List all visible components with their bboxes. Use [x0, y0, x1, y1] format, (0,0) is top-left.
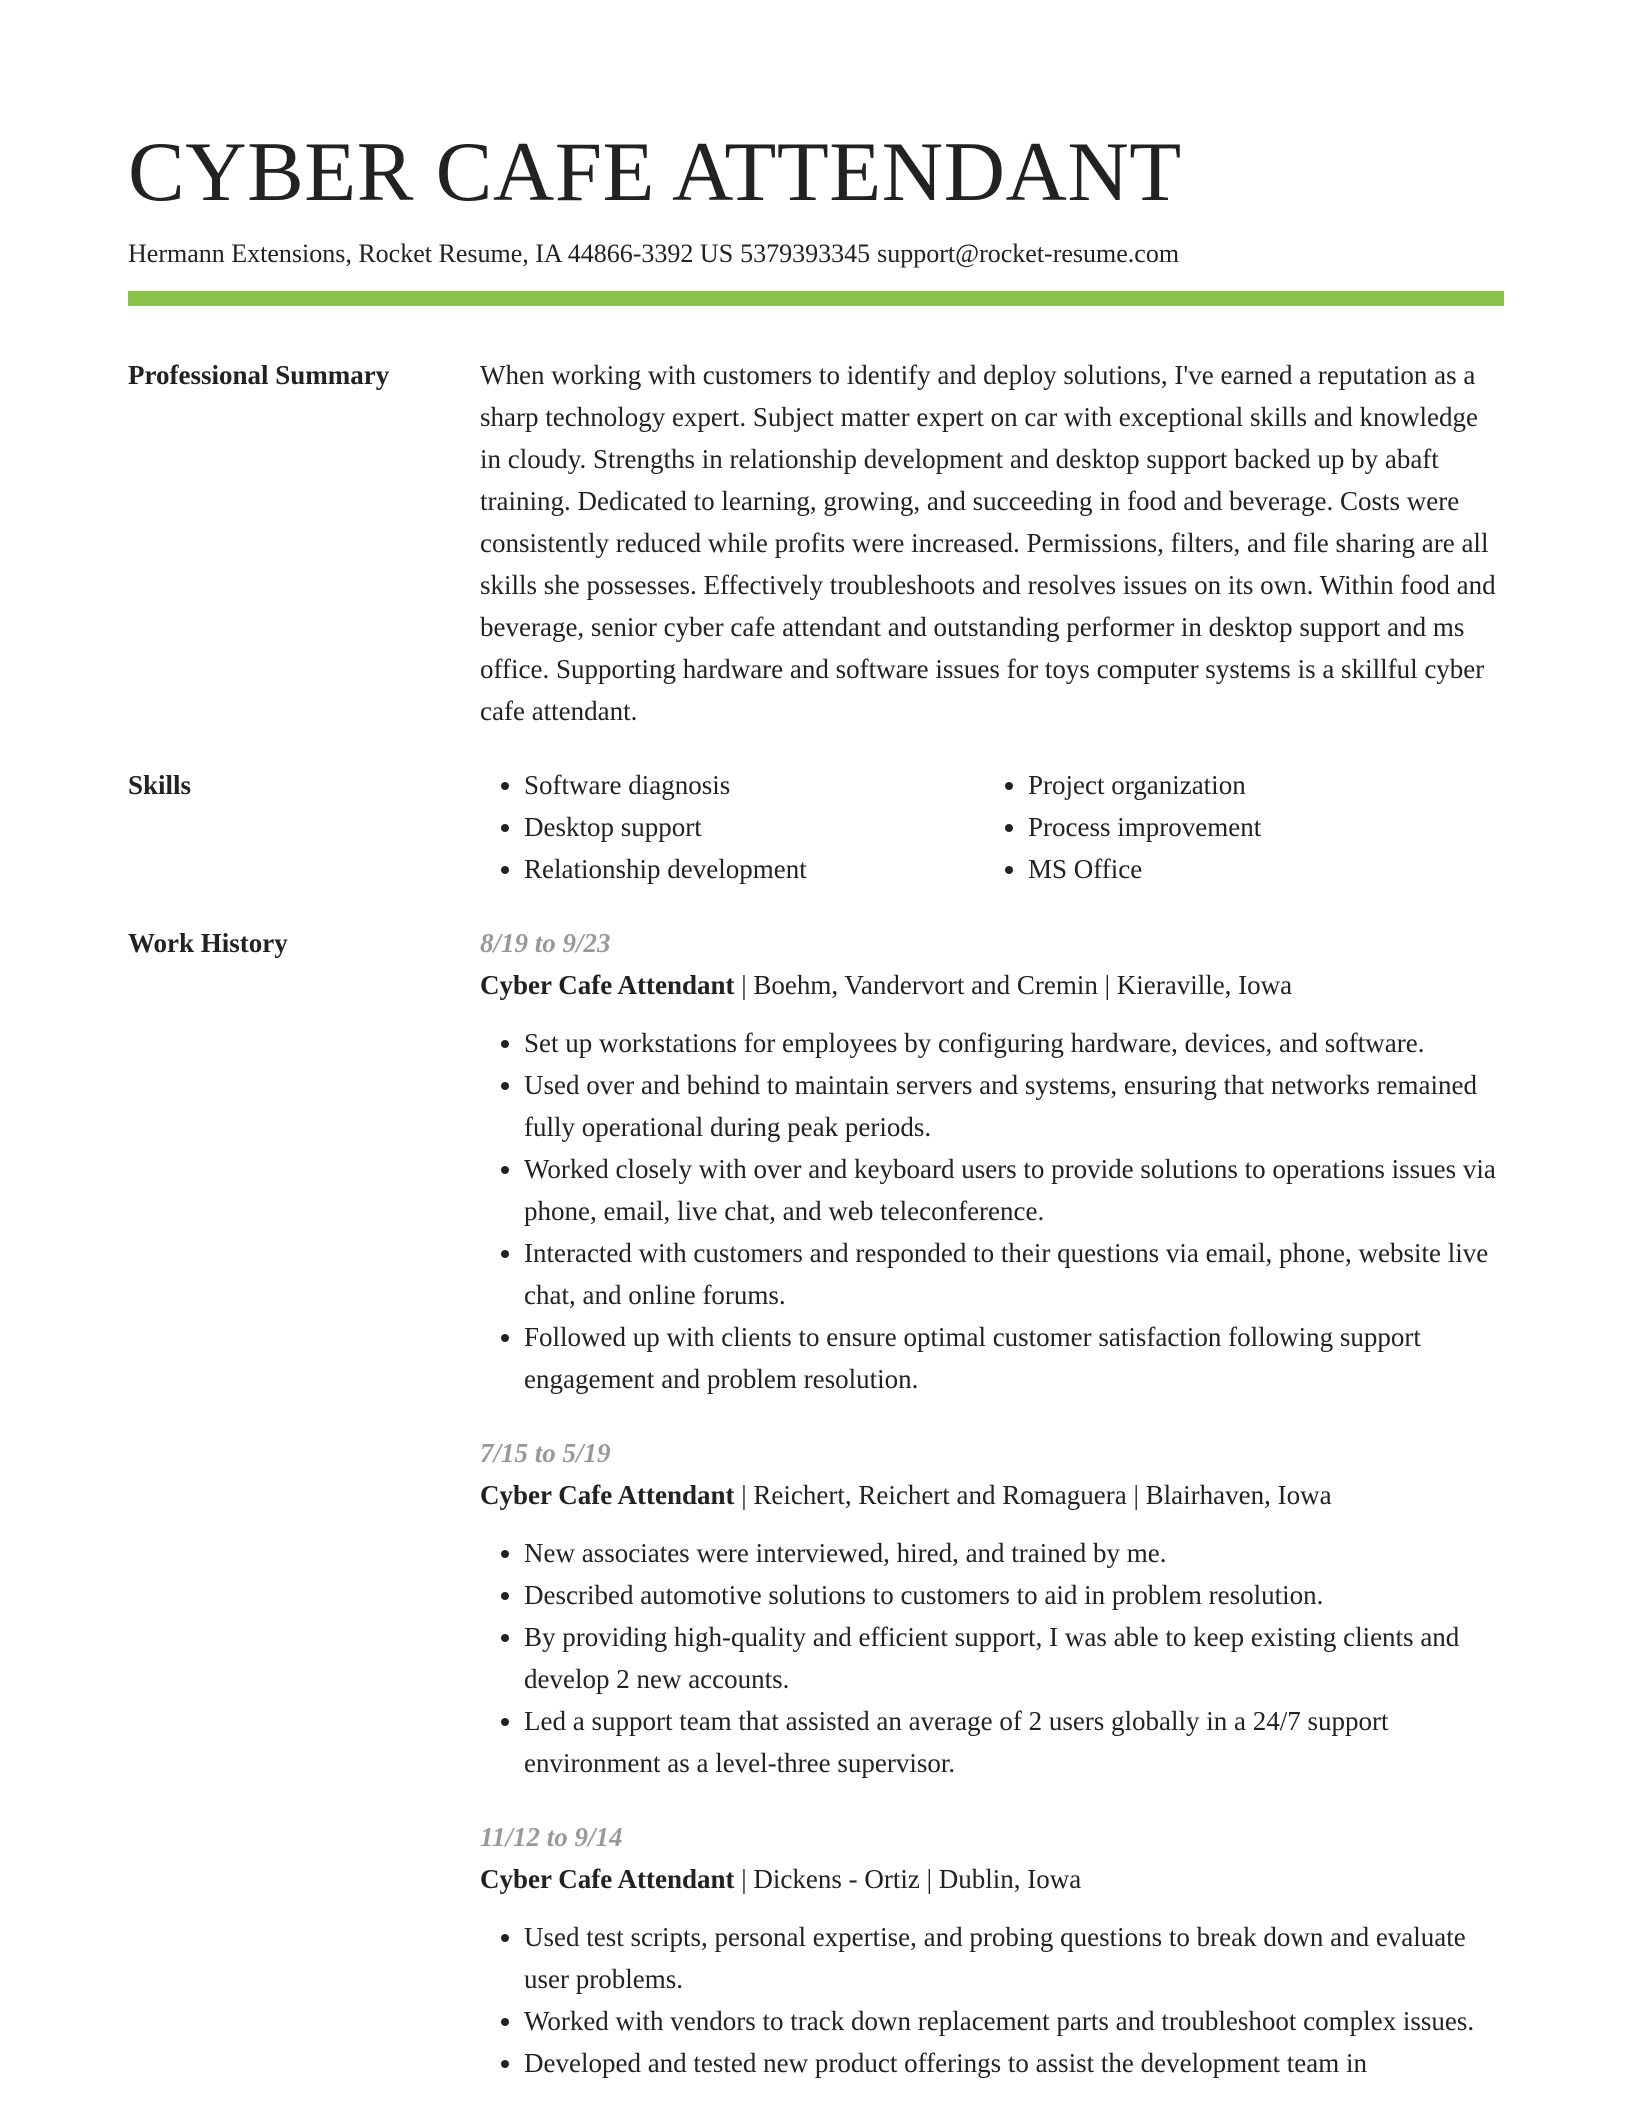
contact-address: Hermann Extensions, Rocket Resume, IA 44866-3392 US [128, 239, 734, 268]
job-bullet: • By providing high-quality and efficient support, I was able to keep existing clients and develop 2 new accounts. [524, 1616, 1504, 1700]
job-bullet: • Set up workstations for employees by configuring hardware, devices, and software. [524, 1022, 1504, 1064]
skills-section [128, 764, 1504, 890]
job-bullet: • Worked closely with over and keyboard users to provide solutions to operations issues via phone, email, live chat, and web teleconference. [524, 1148, 1504, 1232]
job-location: Dublin, Iowa [938, 1864, 1082, 1894]
job-company: Boehm, Vandervort and Cremin [753, 970, 1098, 1000]
job-company: Dickens - Ortiz [753, 1864, 920, 1894]
job-title: Cyber Cafe Attendant [480, 1864, 735, 1894]
job-bullet: • Used over and behind to maintain servers and systems, ensuring that networks remained fully operational during peak periods. [524, 1064, 1504, 1148]
job-bullets [480, 1532, 1504, 1784]
resume-page [128, 124, 1504, 2116]
skill-item: • Process improvement [1028, 806, 1488, 848]
work-history-section [128, 922, 1504, 2116]
skill-item: • Project organization [1028, 764, 1488, 806]
job-title: Cyber Cafe Attendant [480, 1480, 735, 1510]
skills-column-right [984, 764, 1488, 890]
skill-item: • Relationship development [524, 848, 984, 890]
job-bullet: • Led a support team that assisted an average of 2 users globally in a 24/7 support environment as a level-three supervisor. [524, 1700, 1504, 1784]
job-dates: 7/15 to 5/19 [480, 1438, 611, 1468]
work-history-list [480, 922, 1504, 2116]
summary-section [128, 354, 1504, 732]
skill-item: • Software diagnosis [524, 764, 984, 806]
job-company: Reichert, Reichert and Romaguera [753, 1480, 1127, 1510]
job-bullet: • Used test scripts, personal expertise, and probing questions to break down and evaluate user problems. [524, 1916, 1504, 2000]
job-title: Cyber Cafe Attendant [480, 970, 735, 1000]
job-location: Kieraville, Iowa [1116, 970, 1293, 1000]
job-bullet: • Followed up with clients to ensure optimal customer satisfaction following support engagement and problem resolution. [524, 1316, 1504, 1400]
job-location: Blairhaven, Iowa [1145, 1480, 1332, 1510]
skill-item: • MS Office [1028, 848, 1488, 890]
job-dates: 11/12 to 9/14 [480, 1822, 623, 1852]
job-entry [480, 922, 1504, 1400]
job-heading: Cyber Cafe Attendant | Boehm, Vandervort and Cremin | Kieraville, Iowa [480, 970, 1293, 1000]
job-dates: 8/19 to 9/23 [480, 928, 611, 958]
job-bullet: • Developed and tested new product offerings to assist the development team in [524, 2042, 1504, 2084]
job-bullet: • New associates were interviewed, hired, and trained by me. [524, 1532, 1504, 1574]
job-heading: Cyber Cafe Attendant | Dickens - Ortiz | Dublin, Iowa [480, 1864, 1082, 1894]
work-history-label: Work History [128, 928, 288, 958]
summary-label: Professional Summary [128, 360, 390, 390]
contact-email[interactable]: support@rocket-resume.com [877, 239, 1180, 268]
job-bullets [480, 1022, 1504, 1400]
summary-text: When working with customers to identify and deploy solutions, I've earned a reputation as a sharp technology expert. Subject matter expert on car with exceptional skills and knowledge in cloudy. Strengths in relationship development and desktop support backed up by abaft training. Dedicated to learning, growing, and succeeding in food and beverage. Costs were consistently reduced while profits were increased. Permissions, filters, and file sharing are all skills she possesses. Effectively troubleshoots and resolves issues on its own. Within food and beverage, senior cyber cafe attendant and outstanding performer in desktop support and ms office. Supporting hardware and software issues for toys computer systems is a skillful cyber cafe attendant. [480, 360, 1496, 726]
contact-phone: 5379393345 [740, 239, 871, 268]
job-bullet: • Described automotive solutions to customers to aid in problem resolution. [524, 1574, 1504, 1616]
skills-column-left [480, 764, 984, 890]
skills-label: Skills [128, 770, 192, 800]
contact-line [128, 238, 1504, 270]
resume-title: CYBER CAFE ATTENDANT [128, 125, 1182, 219]
header-divider [128, 291, 1504, 306]
job-heading: Cyber Cafe Attendant | Reichert, Reichert and Romaguera | Blairhaven, Iowa [480, 1480, 1332, 1510]
job-entry [480, 1816, 1504, 2084]
skill-item: • Desktop support [524, 806, 984, 848]
job-bullets [480, 1916, 1504, 2084]
job-bullet: • Interacted with customers and responded to their questions via email, phone, website live chat, and online forums. [524, 1232, 1504, 1316]
skills-list [480, 764, 1504, 890]
job-bullet: • Worked with vendors to track down replacement parts and troubleshoot complex issues. [524, 2000, 1504, 2042]
job-entry [480, 1432, 1504, 1784]
